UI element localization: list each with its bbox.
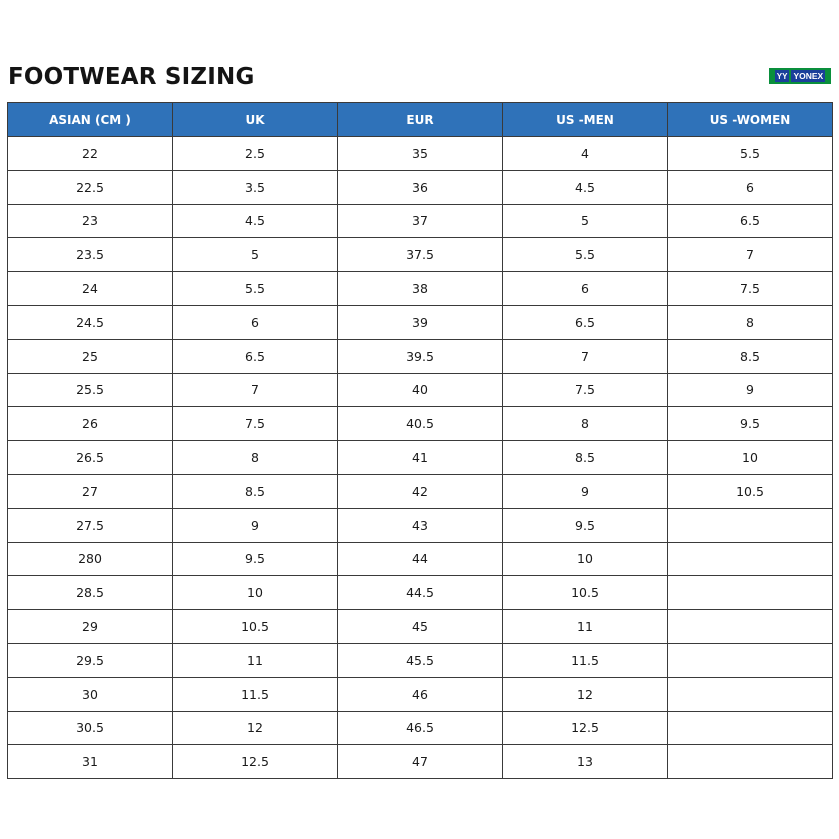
cell-uk: 7 (173, 373, 338, 407)
cell-asian-cm: 23 (8, 204, 173, 238)
cell-uk: 5 (173, 238, 338, 272)
cell-us-men: 4.5 (503, 170, 668, 204)
cell-us-men: 10.5 (503, 576, 668, 610)
header-eur: EUR (338, 103, 503, 137)
cell-uk: 11 (173, 643, 338, 677)
cell-eur: 38 (338, 272, 503, 306)
cell-us-men: 5.5 (503, 238, 668, 272)
cell-asian-cm: 24.5 (8, 305, 173, 339)
cell-eur: 41 (338, 441, 503, 475)
cell-uk: 7.5 (173, 407, 338, 441)
cell-us-men: 12 (503, 677, 668, 711)
cell-asian-cm: 280 (8, 542, 173, 576)
cell-eur: 40 (338, 373, 503, 407)
cell-us-women: 5.5 (668, 137, 833, 171)
table-row (8, 441, 833, 475)
cell-uk: 2.5 (173, 137, 338, 171)
cell-us-women (668, 542, 833, 576)
cell-us-women: 8.5 (668, 339, 833, 373)
cell-asian-cm: 27 (8, 474, 173, 508)
cell-eur: 45.5 (338, 643, 503, 677)
cell-eur: 46.5 (338, 711, 503, 745)
cell-asian-cm: 24 (8, 272, 173, 306)
cell-asian-cm: 25.5 (8, 373, 173, 407)
cell-asian-cm: 26.5 (8, 441, 173, 475)
table-row (8, 576, 833, 610)
cell-uk: 12.5 (173, 745, 338, 779)
table-header-row (8, 103, 833, 137)
cell-us-men: 5 (503, 204, 668, 238)
cell-eur: 44 (338, 542, 503, 576)
table-row (8, 677, 833, 711)
yonex-logo-text: YONEX (793, 71, 824, 81)
cell-uk: 6.5 (173, 339, 338, 373)
cell-uk: 4.5 (173, 204, 338, 238)
yonex-logo (769, 68, 831, 84)
cell-asian-cm: 29.5 (8, 643, 173, 677)
cell-asian-cm: 30.5 (8, 711, 173, 745)
cell-asian-cm: 26 (8, 407, 173, 441)
header-us-women: US -WOMEN (668, 103, 833, 137)
cell-uk: 5.5 (173, 272, 338, 306)
cell-us-women (668, 610, 833, 644)
cell-us-men: 11 (503, 610, 668, 644)
cell-uk: 11.5 (173, 677, 338, 711)
cell-asian-cm: 23.5 (8, 238, 173, 272)
table-row (8, 508, 833, 542)
cell-uk: 10 (173, 576, 338, 610)
table-body (8, 137, 833, 779)
cell-uk: 9.5 (173, 542, 338, 576)
header-us-men: US -MEN (503, 103, 668, 137)
header-uk: UK (173, 103, 338, 137)
cell-us-men: 11.5 (503, 643, 668, 677)
cell-eur: 44.5 (338, 576, 503, 610)
cell-asian-cm: 22.5 (8, 170, 173, 204)
table-row (8, 643, 833, 677)
cell-us-women: 8 (668, 305, 833, 339)
cell-uk: 9 (173, 508, 338, 542)
yonex-mark-icon: YY (776, 71, 788, 81)
cell-asian-cm: 29 (8, 610, 173, 644)
cell-uk: 12 (173, 711, 338, 745)
cell-us-women: 7 (668, 238, 833, 272)
cell-us-women (668, 745, 833, 779)
cell-asian-cm: 27.5 (8, 508, 173, 542)
table-row (8, 407, 833, 441)
cell-us-women (668, 711, 833, 745)
table-row (8, 474, 833, 508)
cell-asian-cm: 22 (8, 137, 173, 171)
cell-us-men: 7 (503, 339, 668, 373)
cell-us-men: 9 (503, 474, 668, 508)
cell-eur: 40.5 (338, 407, 503, 441)
cell-eur: 46 (338, 677, 503, 711)
cell-uk: 8 (173, 441, 338, 475)
table-row (8, 610, 833, 644)
cell-us-women: 9 (668, 373, 833, 407)
cell-us-men: 6 (503, 272, 668, 306)
cell-us-men: 10 (503, 542, 668, 576)
cell-us-women: 7.5 (668, 272, 833, 306)
cell-us-men: 8.5 (503, 441, 668, 475)
cell-us-men: 13 (503, 745, 668, 779)
cell-us-women (668, 576, 833, 610)
table-row (8, 204, 833, 238)
cell-us-men: 4 (503, 137, 668, 171)
cell-uk: 6 (173, 305, 338, 339)
cell-asian-cm: 28.5 (8, 576, 173, 610)
cell-us-women: 10.5 (668, 474, 833, 508)
table-row (8, 339, 833, 373)
cell-eur: 37 (338, 204, 503, 238)
table-row (8, 373, 833, 407)
cell-us-men: 6.5 (503, 305, 668, 339)
cell-eur: 39.5 (338, 339, 503, 373)
cell-asian-cm: 31 (8, 745, 173, 779)
cell-eur: 39 (338, 305, 503, 339)
cell-asian-cm: 30 (8, 677, 173, 711)
cell-eur: 43 (338, 508, 503, 542)
cell-uk: 8.5 (173, 474, 338, 508)
page-title: FOOTWEAR SIZING (8, 64, 255, 90)
table-row (8, 238, 833, 272)
cell-eur: 45 (338, 610, 503, 644)
cell-us-women (668, 677, 833, 711)
cell-us-women: 6.5 (668, 204, 833, 238)
cell-us-men: 9.5 (503, 508, 668, 542)
cell-us-men: 8 (503, 407, 668, 441)
cell-eur: 37.5 (338, 238, 503, 272)
cell-asian-cm: 25 (8, 339, 173, 373)
cell-us-women (668, 508, 833, 542)
cell-us-men: 12.5 (503, 711, 668, 745)
cell-us-women: 10 (668, 441, 833, 475)
cell-eur: 47 (338, 745, 503, 779)
cell-us-women: 9.5 (668, 407, 833, 441)
cell-us-women (668, 643, 833, 677)
header-asian-cm: ASIAN (CM ) (8, 103, 173, 137)
cell-eur: 42 (338, 474, 503, 508)
table-row (8, 711, 833, 745)
table-row (8, 137, 833, 171)
table-row (8, 542, 833, 576)
cell-eur: 35 (338, 137, 503, 171)
cell-uk: 10.5 (173, 610, 338, 644)
sizing-table (7, 102, 833, 779)
table-row (8, 745, 833, 779)
cell-us-women: 6 (668, 170, 833, 204)
cell-uk: 3.5 (173, 170, 338, 204)
cell-us-men: 7.5 (503, 373, 668, 407)
table-row (8, 170, 833, 204)
cell-eur: 36 (338, 170, 503, 204)
table-row (8, 305, 833, 339)
table-row (8, 272, 833, 306)
